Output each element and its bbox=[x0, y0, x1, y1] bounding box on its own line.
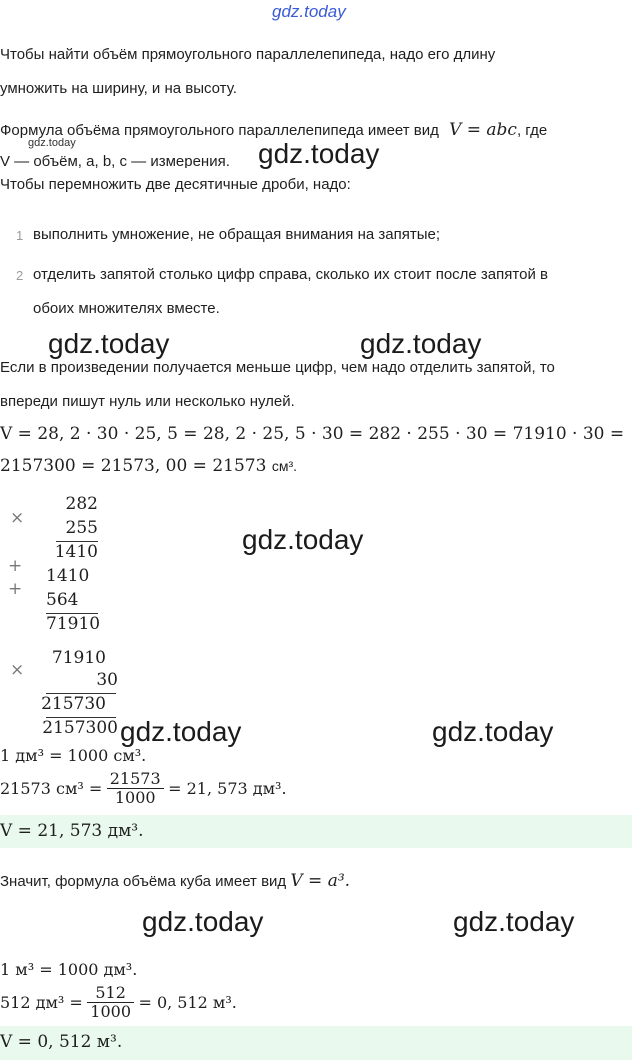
column-2-result: 2157300 bbox=[42, 718, 118, 738]
volume-formula: V = abc bbox=[449, 120, 517, 140]
conversion-2-equation: 1 м³ = 1000 дм³. bbox=[0, 960, 138, 979]
conversion-1-denominator: 1000 bbox=[114, 788, 156, 807]
conversion-1-equation: 1 дм³ = 1000 см³. bbox=[0, 746, 147, 765]
list-item-2-number: 2 bbox=[16, 268, 24, 283]
conversion-2-lhs: 512 дм³ = bbox=[0, 993, 83, 1012]
paragraph-2-text: Формула объёма прямоугольного параллелепипеда имеет вид bbox=[0, 122, 439, 139]
column-1-partial-2: 1410 bbox=[46, 566, 90, 586]
paragraph-2-suffix: , где bbox=[516, 122, 548, 139]
conversion-2 bbox=[0, 984, 237, 1021]
column-1-plus: + bbox=[8, 556, 23, 576]
list-item-1-number: 1 bbox=[16, 228, 24, 243]
column-1-partial-3: 564 bbox=[46, 590, 79, 610]
list-item-2-text-cont: обоих множителях вместе. bbox=[33, 300, 220, 317]
column-1-partial-1: 1410 bbox=[54, 542, 98, 562]
calc-line-2 bbox=[0, 456, 297, 476]
cube-formula: V = a³. bbox=[290, 871, 351, 891]
conversion-1-lhs: 21573 см³ = bbox=[0, 779, 103, 798]
watermark: gdz.today bbox=[432, 716, 554, 747]
column-1-factor-a: 282 bbox=[65, 494, 98, 514]
watermark: gdz.today bbox=[360, 328, 482, 359]
paragraph-1-line-1: Чтобы найти объём прямоугольного параллелепипеда, надо его длину bbox=[0, 46, 496, 63]
paragraph-4-line-2: впереди пишут нуль или несколько нулей. bbox=[0, 393, 295, 410]
paragraph-5 bbox=[0, 871, 350, 892]
column-2-partial-1: 215730 bbox=[41, 694, 106, 714]
watermark: gdz.today bbox=[120, 716, 242, 747]
conversion-1 bbox=[0, 770, 287, 807]
conversion-2-fraction bbox=[87, 984, 134, 1021]
watermark: gdz.today bbox=[48, 328, 170, 359]
watermark: gdz.today bbox=[453, 906, 575, 937]
column-1-operator: × bbox=[10, 508, 25, 528]
conversion-1-fraction bbox=[107, 770, 164, 807]
watermark: gdz.today bbox=[142, 906, 264, 937]
column-2-factor-b: 30 bbox=[96, 670, 118, 690]
watermark-small: gdz.today bbox=[28, 137, 76, 149]
paragraph-3: Чтобы перемножить две десятичные дроби, надо: bbox=[0, 176, 351, 193]
calc-unit: см³. bbox=[271, 458, 298, 474]
conversion-1-numerator: 21573 bbox=[107, 770, 164, 789]
column-2-operator: × bbox=[10, 660, 25, 680]
answer-2: V = 0, 512 м³. bbox=[0, 1032, 123, 1052]
list-item-2-text: отделить запятой столько цифр справа, сколько их стоит после запятой в bbox=[33, 266, 548, 283]
conversion-2-denominator: 1000 bbox=[90, 1002, 131, 1021]
answer-1: V = 21, 573 дм³. bbox=[0, 821, 144, 841]
watermark: gdz.today bbox=[258, 138, 380, 169]
site-logo[interactable]: gdz.today bbox=[272, 2, 346, 21]
conversion-2-rhs: = 0, 512 м³. bbox=[138, 993, 237, 1012]
column-1-factor-b: 255 bbox=[65, 518, 98, 538]
list-item-1-text: выполнить умножение, не обращая внимания на запятые; bbox=[33, 226, 441, 243]
watermark: gdz.today bbox=[242, 524, 364, 555]
paragraph-4-line-1: Если в произведении получается меньше цифр, чем надо отделить запятой, то bbox=[0, 359, 555, 376]
column-1-result: 71910 bbox=[46, 614, 101, 634]
calc-line-1: V = 28, 2 · 30 · 25, 5 = 28, 2 · 25, 5 · 30 = 282 · 255 · 30 = 71910 · 30 = bbox=[0, 424, 625, 444]
conversion-2-numerator: 512 bbox=[87, 984, 134, 1003]
paragraph-5-text: Значит, формула объёма куба имеет вид bbox=[0, 873, 287, 890]
column-2-factor-a: 71910 bbox=[51, 648, 106, 668]
conversion-1-rhs: = 21, 573 дм³. bbox=[168, 779, 287, 798]
column-1-plus-2: + bbox=[8, 579, 23, 599]
paragraph-1-line-2: умножить на ширину, и на высоту. bbox=[0, 80, 237, 97]
paragraph-2-line-2: V — объём, a, b, c — измерения. bbox=[0, 153, 230, 168]
calc-line-2-text: 2157300 = 21573, 00 = 21573 bbox=[0, 456, 267, 476]
